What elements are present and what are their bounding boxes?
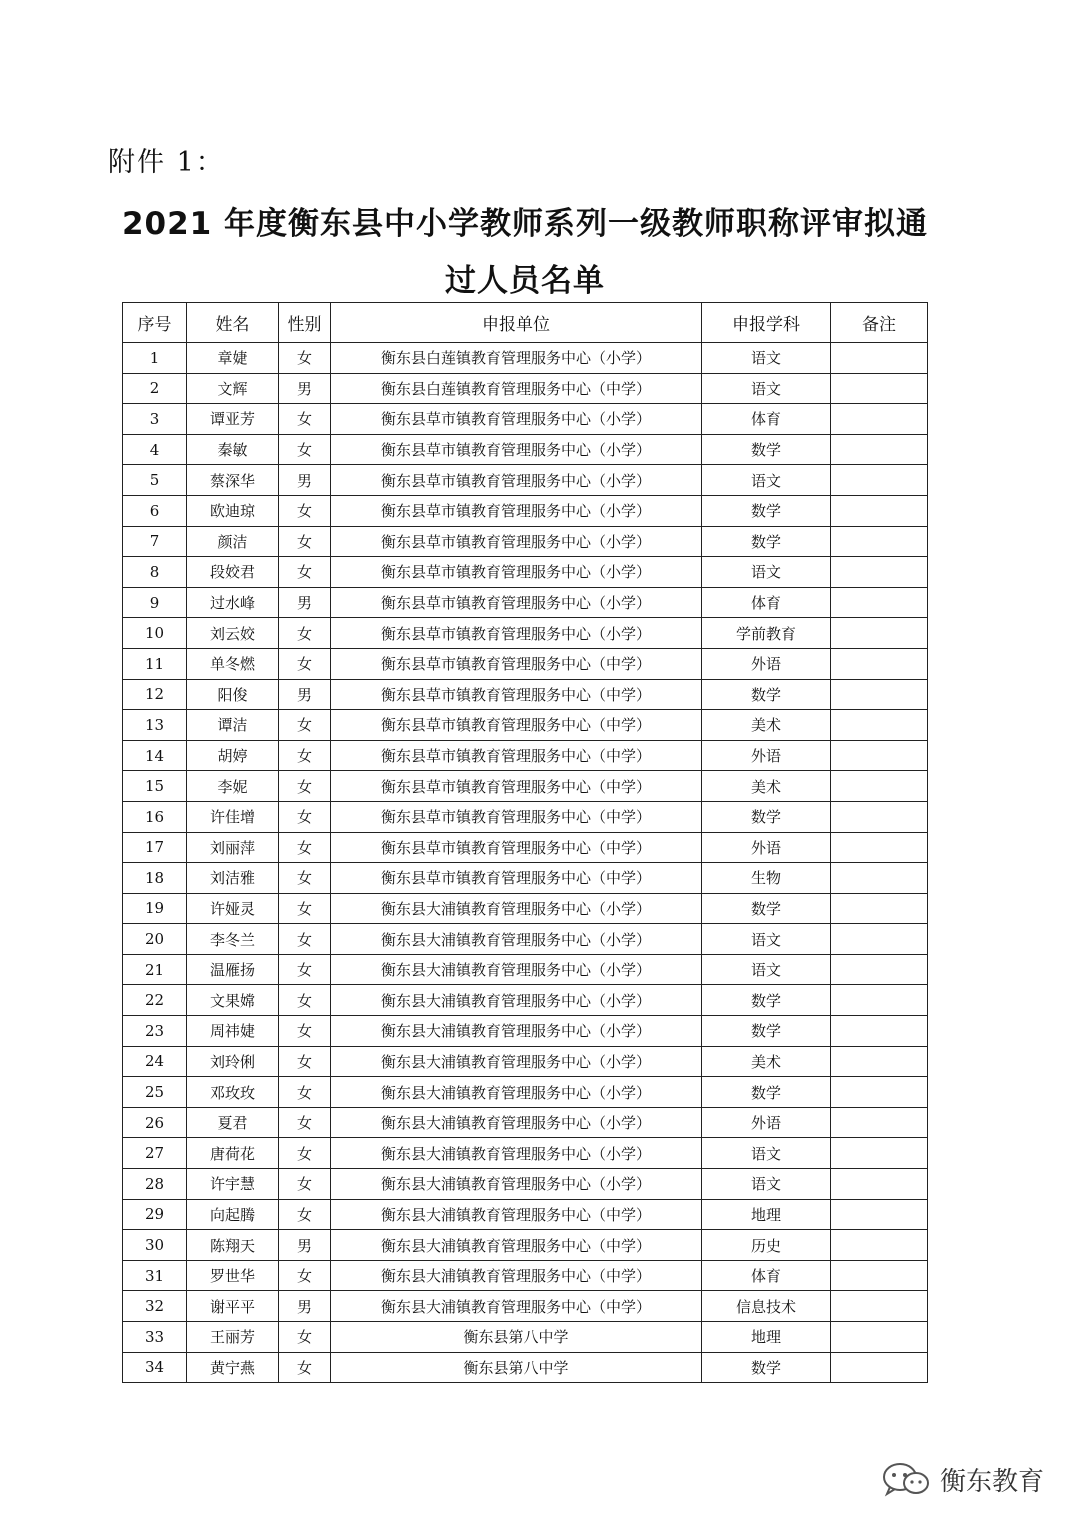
cell-index: 13 <box>123 710 187 741</box>
table-row <box>123 832 928 863</box>
cell-gender: 男 <box>279 679 331 710</box>
cell-unit: 衡东县大浦镇教育管理服务中心（小学） <box>331 1169 702 1200</box>
cell-index: 22 <box>123 985 187 1016</box>
cell-gender: 女 <box>279 343 331 374</box>
cell-remark <box>831 1046 928 1077</box>
cell-gender: 女 <box>279 1107 331 1138</box>
table-row <box>123 587 928 618</box>
cell-gender: 女 <box>279 404 331 435</box>
cell-index: 18 <box>123 863 187 894</box>
cell-unit: 衡东县草市镇教育管理服务中心（中学） <box>331 771 702 802</box>
cell-name: 段姣君 <box>187 557 279 588</box>
cell-index: 6 <box>123 495 187 526</box>
cell-name: 颜洁 <box>187 526 279 557</box>
cell-remark <box>831 1077 928 1108</box>
cell-gender: 女 <box>279 710 331 741</box>
cell-remark <box>831 1230 928 1261</box>
cell-index: 4 <box>123 434 187 465</box>
table-row <box>123 679 928 710</box>
cell-remark <box>831 1016 928 1047</box>
table-row <box>123 954 928 985</box>
cell-unit: 衡东县草市镇教育管理服务中心（小学） <box>331 434 702 465</box>
roster-table <box>122 302 928 1383</box>
cell-subject: 地理 <box>702 1322 831 1353</box>
cell-subject: 数学 <box>702 1077 831 1108</box>
cell-remark <box>831 434 928 465</box>
cell-subject: 信息技术 <box>702 1291 831 1322</box>
cell-subject: 数学 <box>702 495 831 526</box>
cell-name: 谢平平 <box>187 1291 279 1322</box>
cell-unit: 衡东县草市镇教育管理服务中心（小学） <box>331 587 702 618</box>
cell-remark <box>831 373 928 404</box>
cell-gender: 女 <box>279 954 331 985</box>
cell-name: 刘云姣 <box>187 618 279 649</box>
cell-gender: 女 <box>279 434 331 465</box>
table-row <box>123 924 928 955</box>
cell-name: 谭洁 <box>187 710 279 741</box>
cell-gender: 女 <box>279 648 331 679</box>
cell-unit: 衡东县草市镇教育管理服务中心（中学） <box>331 801 702 832</box>
table-row <box>123 648 928 679</box>
table-row <box>123 710 928 741</box>
cell-name: 罗世华 <box>187 1260 279 1291</box>
cell-index: 29 <box>123 1199 187 1230</box>
cell-gender: 女 <box>279 801 331 832</box>
cell-name: 李冬兰 <box>187 924 279 955</box>
cell-gender: 女 <box>279 832 331 863</box>
cell-subject: 外语 <box>702 740 831 771</box>
cell-name: 阳俊 <box>187 679 279 710</box>
table-row <box>123 863 928 894</box>
cell-subject: 语文 <box>702 557 831 588</box>
table-row <box>123 1077 928 1108</box>
cell-unit: 衡东县草市镇教育管理服务中心（中学） <box>331 832 702 863</box>
cell-unit: 衡东县大浦镇教育管理服务中心（小学） <box>331 985 702 1016</box>
cell-unit: 衡东县草市镇教育管理服务中心（小学） <box>331 557 702 588</box>
cell-remark <box>831 924 928 955</box>
document-title-line-2: 过人员名单 <box>445 263 605 299</box>
table-row <box>123 1352 928 1383</box>
attachment-label: 附件 1： <box>108 147 225 178</box>
cell-gender: 女 <box>279 740 331 771</box>
cell-unit: 衡东县草市镇教育管理服务中心（中学） <box>331 648 702 679</box>
cell-index: 33 <box>123 1322 187 1353</box>
cell-unit: 衡东县草市镇教育管理服务中心（小学） <box>331 404 702 435</box>
cell-name: 胡婷 <box>187 740 279 771</box>
cell-name: 章婕 <box>187 343 279 374</box>
cell-gender: 女 <box>279 1260 331 1291</box>
cell-subject: 数学 <box>702 893 831 924</box>
cell-name: 夏君 <box>187 1107 279 1138</box>
cell-name: 温雁扬 <box>187 954 279 985</box>
cell-name: 过水峰 <box>187 587 279 618</box>
cell-unit: 衡东县大浦镇教育管理服务中心（小学） <box>331 1016 702 1047</box>
cell-unit: 衡东县白莲镇教育管理服务中心（中学） <box>331 373 702 404</box>
cell-subject: 外语 <box>702 832 831 863</box>
cell-subject: 数学 <box>702 1352 831 1383</box>
cell-gender: 女 <box>279 893 331 924</box>
table-row <box>123 1230 928 1261</box>
cell-remark <box>831 1260 928 1291</box>
cell-unit: 衡东县大浦镇教育管理服务中心（小学） <box>331 1138 702 1169</box>
cell-index: 34 <box>123 1352 187 1383</box>
cell-unit: 衡东县第八中学 <box>331 1322 702 1353</box>
cell-remark <box>831 557 928 588</box>
cell-subject: 美术 <box>702 771 831 802</box>
table-header <box>123 303 928 343</box>
document-title-line-1: 2021 年度衡东县中小学教师系列一级教师职称评审拟通 <box>121 206 929 242</box>
cell-subject: 数学 <box>702 526 831 557</box>
cell-subject: 数学 <box>702 434 831 465</box>
cell-subject: 学前教育 <box>702 618 831 649</box>
cell-index: 32 <box>123 1291 187 1322</box>
table-row <box>123 1291 928 1322</box>
cell-index: 10 <box>123 618 187 649</box>
cell-subject: 外语 <box>702 1107 831 1138</box>
cell-remark <box>831 1322 928 1353</box>
cell-remark <box>831 985 928 1016</box>
table-row <box>123 1260 928 1291</box>
table-header-row <box>123 303 928 343</box>
cell-subject: 体育 <box>702 587 831 618</box>
cell-gender: 女 <box>279 863 331 894</box>
cell-unit: 衡东县草市镇教育管理服务中心（小学） <box>331 465 702 496</box>
cell-gender: 女 <box>279 1322 331 1353</box>
cell-index: 28 <box>123 1169 187 1200</box>
cell-gender: 女 <box>279 618 331 649</box>
cell-name: 刘玲俐 <box>187 1046 279 1077</box>
cell-name: 刘洁雅 <box>187 863 279 894</box>
cell-unit: 衡东县第八中学 <box>331 1352 702 1383</box>
cell-index: 25 <box>123 1077 187 1108</box>
cell-remark <box>831 648 928 679</box>
cell-index: 12 <box>123 679 187 710</box>
header-index: 序号 <box>123 303 187 343</box>
cell-index: 9 <box>123 587 187 618</box>
cell-remark <box>831 618 928 649</box>
cell-subject: 数学 <box>702 1016 831 1047</box>
cell-unit: 衡东县大浦镇教育管理服务中心（小学） <box>331 954 702 985</box>
cell-index: 8 <box>123 557 187 588</box>
header-subject: 申报学科 <box>702 303 831 343</box>
cell-subject: 美术 <box>702 1046 831 1077</box>
cell-index: 21 <box>123 954 187 985</box>
cell-subject: 历史 <box>702 1230 831 1261</box>
table-row <box>123 1138 928 1169</box>
table-row <box>123 801 928 832</box>
cell-gender: 女 <box>279 1016 331 1047</box>
table-row <box>123 373 928 404</box>
table-row <box>123 893 928 924</box>
cell-index: 27 <box>123 1138 187 1169</box>
cell-name: 李妮 <box>187 771 279 802</box>
table-row <box>123 771 928 802</box>
cell-subject: 语文 <box>702 343 831 374</box>
cell-index: 1 <box>123 343 187 374</box>
cell-index: 20 <box>123 924 187 955</box>
watermark-text: 衡东教育 <box>940 1466 1045 1497</box>
table-row <box>123 495 928 526</box>
cell-gender: 男 <box>279 587 331 618</box>
cell-index: 17 <box>123 832 187 863</box>
table-row <box>123 985 928 1016</box>
cell-index: 19 <box>123 893 187 924</box>
cell-remark <box>831 771 928 802</box>
cell-unit: 衡东县草市镇教育管理服务中心（小学） <box>331 618 702 649</box>
header-name: 姓名 <box>187 303 279 343</box>
cell-gender: 女 <box>279 526 331 557</box>
cell-unit: 衡东县大浦镇教育管理服务中心（小学） <box>331 893 702 924</box>
cell-subject: 生物 <box>702 863 831 894</box>
cell-name: 谭亚芳 <box>187 404 279 435</box>
cell-name: 向起腾 <box>187 1199 279 1230</box>
cell-gender: 男 <box>279 373 331 404</box>
cell-name: 周祎婕 <box>187 1016 279 1047</box>
cell-gender: 女 <box>279 985 331 1016</box>
cell-subject: 语文 <box>702 954 831 985</box>
table-row <box>123 434 928 465</box>
cell-unit: 衡东县大浦镇教育管理服务中心（小学） <box>331 924 702 955</box>
cell-unit: 衡东县草市镇教育管理服务中心（中学） <box>331 863 702 894</box>
cell-index: 26 <box>123 1107 187 1138</box>
header-remark: 备注 <box>831 303 928 343</box>
cell-index: 24 <box>123 1046 187 1077</box>
cell-index: 5 <box>123 465 187 496</box>
cell-remark <box>831 587 928 618</box>
table-row <box>123 1199 928 1230</box>
cell-unit: 衡东县草市镇教育管理服务中心（中学） <box>331 679 702 710</box>
cell-gender: 男 <box>279 1230 331 1261</box>
cell-unit: 衡东县大浦镇教育管理服务中心（中学） <box>331 1291 702 1322</box>
cell-unit: 衡东县草市镇教育管理服务中心（中学） <box>331 710 702 741</box>
cell-name: 文果嫦 <box>187 985 279 1016</box>
cell-name: 秦敏 <box>187 434 279 465</box>
cell-remark <box>831 832 928 863</box>
cell-unit: 衡东县大浦镇教育管理服务中心（小学） <box>331 1077 702 1108</box>
cell-index: 14 <box>123 740 187 771</box>
cell-subject: 语文 <box>702 1138 831 1169</box>
cell-subject: 数学 <box>702 801 831 832</box>
cell-name: 邓玫玫 <box>187 1077 279 1108</box>
cell-name: 文辉 <box>187 373 279 404</box>
cell-index: 2 <box>123 373 187 404</box>
cell-name: 许娅灵 <box>187 893 279 924</box>
cell-gender: 女 <box>279 1077 331 1108</box>
cell-gender: 女 <box>279 771 331 802</box>
cell-unit: 衡东县大浦镇教育管理服务中心（中学） <box>331 1260 702 1291</box>
cell-subject: 语文 <box>702 373 831 404</box>
cell-remark <box>831 465 928 496</box>
cell-subject: 语文 <box>702 465 831 496</box>
table-row <box>123 404 928 435</box>
cell-remark <box>831 1169 928 1200</box>
header-gender: 性别 <box>279 303 331 343</box>
cell-name: 单冬燃 <box>187 648 279 679</box>
cell-gender: 女 <box>279 1138 331 1169</box>
cell-remark <box>831 954 928 985</box>
cell-remark <box>831 679 928 710</box>
header-unit: 申报单位 <box>331 303 702 343</box>
table-row <box>123 343 928 374</box>
cell-subject: 体育 <box>702 1260 831 1291</box>
cell-remark <box>831 1352 928 1383</box>
cell-unit: 衡东县大浦镇教育管理服务中心（小学） <box>331 1107 702 1138</box>
table-body <box>123 343 928 1383</box>
cell-remark <box>831 893 928 924</box>
cell-index: 11 <box>123 648 187 679</box>
cell-subject: 数学 <box>702 679 831 710</box>
cell-name: 许佳增 <box>187 801 279 832</box>
cell-index: 16 <box>123 801 187 832</box>
cell-remark <box>831 1107 928 1138</box>
cell-remark <box>831 1138 928 1169</box>
cell-subject: 体育 <box>702 404 831 435</box>
cell-remark <box>831 710 928 741</box>
cell-unit: 衡东县大浦镇教育管理服务中心（中学） <box>331 1230 702 1261</box>
cell-gender: 女 <box>279 1046 331 1077</box>
cell-name: 蔡深华 <box>187 465 279 496</box>
cell-unit: 衡东县草市镇教育管理服务中心（中学） <box>331 740 702 771</box>
cell-unit: 衡东县大浦镇教育管理服务中心（中学） <box>331 1199 702 1230</box>
cell-remark <box>831 495 928 526</box>
cell-gender: 男 <box>279 1291 331 1322</box>
cell-name: 黄宁燕 <box>187 1352 279 1383</box>
cell-name: 陈翔天 <box>187 1230 279 1261</box>
table-row <box>123 1046 928 1077</box>
cell-index: 31 <box>123 1260 187 1291</box>
cell-remark <box>831 801 928 832</box>
cell-unit: 衡东县白莲镇教育管理服务中心（小学） <box>331 343 702 374</box>
table-row <box>123 1322 928 1353</box>
cell-index: 15 <box>123 771 187 802</box>
cell-name: 唐荷花 <box>187 1138 279 1169</box>
cell-subject: 语文 <box>702 924 831 955</box>
cell-index: 3 <box>123 404 187 435</box>
cell-subject: 外语 <box>702 648 831 679</box>
cell-unit: 衡东县大浦镇教育管理服务中心（小学） <box>331 1046 702 1077</box>
cell-index: 23 <box>123 1016 187 1047</box>
cell-remark <box>831 404 928 435</box>
cell-gender: 女 <box>279 924 331 955</box>
cell-gender: 女 <box>279 1169 331 1200</box>
cell-subject: 语文 <box>702 1169 831 1200</box>
table-row <box>123 526 928 557</box>
watermark <box>880 1460 1044 1498</box>
table-row <box>123 740 928 771</box>
cell-subject: 地理 <box>702 1199 831 1230</box>
cell-remark <box>831 1199 928 1230</box>
cell-remark <box>831 343 928 374</box>
table-row <box>123 465 928 496</box>
cell-remark <box>831 1291 928 1322</box>
cell-gender: 女 <box>279 557 331 588</box>
cell-gender: 女 <box>279 495 331 526</box>
table-row <box>123 1107 928 1138</box>
cell-gender: 女 <box>279 1199 331 1230</box>
cell-remark <box>831 526 928 557</box>
cell-remark <box>831 863 928 894</box>
wechat-icon <box>880 1460 932 1498</box>
table-row <box>123 1016 928 1047</box>
cell-name: 刘丽萍 <box>187 832 279 863</box>
table-row <box>123 1169 928 1200</box>
cell-unit: 衡东县草市镇教育管理服务中心（小学） <box>331 495 702 526</box>
cell-gender: 女 <box>279 1352 331 1383</box>
cell-index: 7 <box>123 526 187 557</box>
table-row <box>123 618 928 649</box>
cell-subject: 美术 <box>702 710 831 741</box>
cell-name: 许宇慧 <box>187 1169 279 1200</box>
cell-unit: 衡东县草市镇教育管理服务中心（小学） <box>331 526 702 557</box>
cell-name: 王丽芳 <box>187 1322 279 1353</box>
cell-subject: 数学 <box>702 985 831 1016</box>
table-row <box>123 557 928 588</box>
cell-gender: 男 <box>279 465 331 496</box>
cell-name: 欧迪琼 <box>187 495 279 526</box>
cell-index: 30 <box>123 1230 187 1261</box>
cell-remark <box>831 740 928 771</box>
